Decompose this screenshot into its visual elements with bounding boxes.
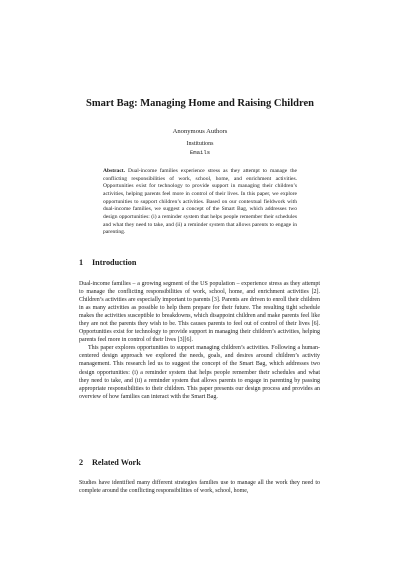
section-body-related-work xyxy=(79,479,320,495)
paragraph: This paper explores opportunities to support managing children’s activities. Following a human-centered design approach we explored the needs, goals, and desires around children’s activity management. This research led us to suggest the concept of the Smart Bag, which addresses two design opportunities: (i) a reminder system that helps people remember their schedules and what they need to take, and (ii) a reminder system that allows parents to engage in parenting by passing appropriate responsibilities to their children. This paper presents our design process and provides an overview of how families can interact with the Smart Bag. xyxy=(79,345,320,400)
section-heading-related-work xyxy=(79,458,141,468)
section-body-introduction xyxy=(79,280,320,401)
abstract-label: Abstract. xyxy=(103,168,126,174)
abstract-text: Dual-income families experience stress as they attempt to manage the conflicting responsibilities of work, school, home, and enrichment activities. Opportunities exist for technology to provide support in managing their children’s activities, helping parents feel more in control of their lives. In this paper, we explore opportunities to support children’s activities. Based on our contextual fieldwork with dual-income families, we suggest a concept of the Smart Bag, which addresses two design opportunities: (i) a reminder system that helps people remember their schedules and what they need to take, and (ii) a reminder system that allows parents to engage in parenting. xyxy=(103,168,297,236)
section-number: 1 xyxy=(79,258,84,267)
section-heading-introduction xyxy=(79,258,136,268)
paragraph: Dual-income families – a growing segment of the US population – experience stress as they attempt to manage the conflicting responsibilities of work, school, home, and enrichment activities [2]. Children’s activities are especially important to parents [3]. Parents are driven to enroll their children in as many activities as possible to help them prepare for their future. The resulting tight schedule makes the activities susceptible to breakdowns, which disappoint children and make parents feel like they are not the parents they wish to be. This causes parents to feel out of control of their lives [6]. Opportunities exist for technology to provide support in managing their children’s activities, helping parents feel more in control of their lives [3][6]. xyxy=(79,281,320,344)
abstract xyxy=(103,168,297,237)
section-title: Related Work xyxy=(92,458,141,467)
section-number: 2 xyxy=(79,458,84,467)
paragraph: Studies have identified many different strategies families use to manage all the work they need to complete around the conflicting responsibilities of work, school, home, xyxy=(79,480,320,495)
paper-emails: Emails xyxy=(189,149,211,156)
paper-authors: Anonymous Authors xyxy=(172,128,228,135)
section-title: Introduction xyxy=(92,258,137,267)
paper-title: Smart Bag: Managing Home and Raising Children xyxy=(86,98,314,109)
paper-institution: Institutions xyxy=(186,141,214,147)
